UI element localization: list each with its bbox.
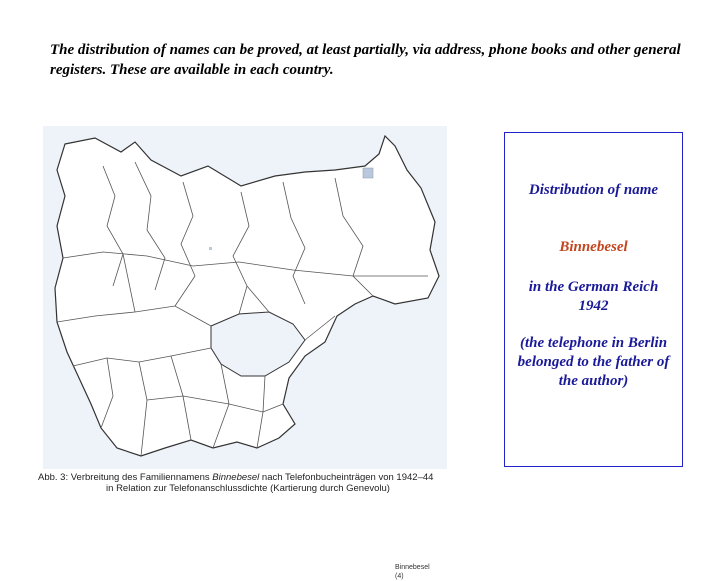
intro-text: The distribution of names can be proved, at least partially, via address, phone books and other general registers. These are available in each country. — [50, 42, 681, 78]
marker-east-prussia — [363, 168, 373, 178]
info-telephone-note: (the telephone in Berlin belonged to the father of the author) — [517, 335, 670, 389]
map-legend — [395, 563, 430, 581]
info-surname: Binnebesel — [559, 239, 628, 255]
legend-name: Binnebesel — [395, 564, 430, 571]
map-caption — [38, 472, 458, 494]
caption-line1-pre: Abb. 3: Verbreitung des Familiennamens — [38, 472, 213, 483]
info-distribution-label: Distribution of name — [528, 182, 659, 198]
germany-outline-map — [43, 126, 447, 469]
info-reich-year: in the German Reich 1942 — [528, 279, 659, 314]
caption-line1-name: Binnebesel — [212, 472, 260, 483]
info-box — [504, 132, 683, 467]
caption-line2: in Relation zur Telefonanschlussdichte (Kartierung durch Genevolu) — [106, 483, 390, 494]
legend-count: (4) — [395, 573, 404, 580]
caption-line1-post: nach Telefonbucheinträgen von 1942–44 — [259, 472, 434, 483]
marker-berlin — [209, 247, 212, 250]
